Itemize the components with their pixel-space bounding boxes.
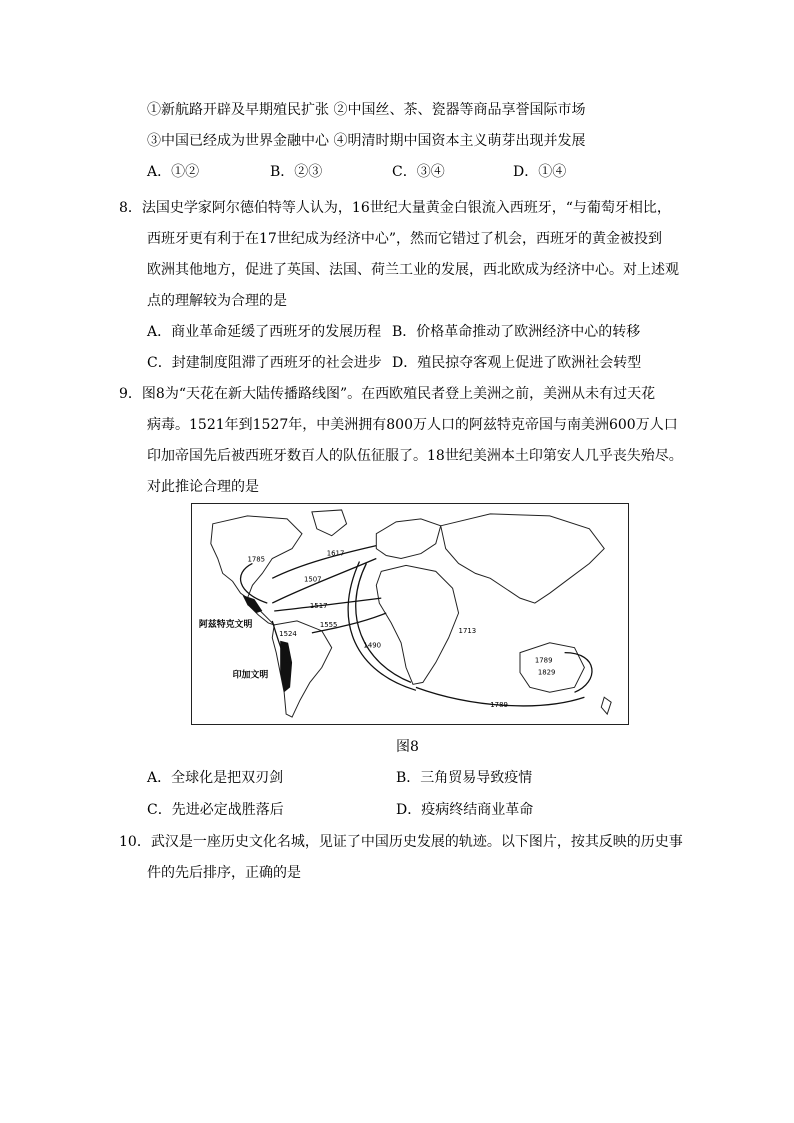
q10-stem-line-2: 件的先后排序，正确的是: [147, 865, 301, 881]
q8-stem-line-4: 点的理解较为合理的是: [147, 293, 287, 309]
q9-stem-line-4: 对此推论合理的是: [147, 479, 259, 495]
africa-outline: [376, 565, 458, 684]
q7-choice-c: C．③④: [392, 164, 445, 180]
q8-choice-c: C．封建制度阻滞了西班牙的社会进步: [147, 355, 382, 371]
map-label-aztec: 阿兹特克文明: [198, 619, 253, 630]
route-australia-loop: [565, 653, 592, 693]
q8-stem-line-1: 8．法国史学家阿尔德伯特等人认为，16世纪大量黄金白银流入西班牙，“与葡萄牙相比，: [119, 200, 671, 216]
map-year-1524: 1524: [279, 629, 297, 638]
figure-caption: 图8: [396, 739, 419, 755]
map-year-1789-south: 1789: [490, 701, 508, 710]
q10-stem-line-1: 10．武汉是一座历史文化名城，见证了中国历史发展的轨迹。以下图片，按其反映的历史事: [119, 834, 683, 850]
q8-stem-line-2: 西班牙更有利于在17世纪成为经济中心”，然而它错过了机会，西班牙的黄金被投到: [147, 231, 662, 247]
map-label-inca: 印加文明: [232, 670, 269, 681]
q8-choice-b: B．价格革命推动了欧洲经济中心的转移: [392, 324, 641, 340]
q7-option-line-2: ③中国已经成为世界金融中心 ④明清时期中国资本主义萌芽出现并发展: [147, 133, 586, 149]
q9-choice-c: C．先进必定战胜落后: [147, 802, 284, 818]
route-africa-to-caribbean: [274, 598, 381, 611]
greenland-outline: [312, 510, 347, 536]
q8-stem-line-3: 欧洲其他地方，促进了英国、法国、荷兰工业的发展，西北欧成为经济中心。对上述观: [147, 262, 679, 278]
route-atlantic-arc-1: [356, 563, 411, 682]
map-year-1555: 1555: [319, 620, 338, 629]
q9-choice-b: B．三角贸易导致疫情: [396, 770, 533, 786]
q9-stem-line-2: 病毒。1521年到1527年，中美洲拥有800万人口的阿兹特克帝国与南美洲600万人口: [147, 417, 678, 433]
q8-choice-a: A．商业革命延缓了西班牙的发展历程: [147, 324, 382, 340]
asia-outline: [441, 514, 605, 603]
map-year-1617: 1617: [326, 549, 345, 558]
q9-stem-line-1: 9．图8为“天花在新大陆传播路线图”。在西欧殖民者登上美洲之前，美洲从未有过天花: [119, 386, 656, 402]
new-zealand-outline: [601, 697, 611, 714]
europe-outline: [376, 519, 440, 559]
inca-region: [280, 641, 292, 693]
q9-choice-d: D．疫病终结商业革命: [396, 802, 534, 818]
q7-choice-a: A．①②: [147, 164, 200, 180]
q8-choice-d: D．殖民掠夺客观上促进了欧洲社会转型: [392, 355, 642, 371]
map-year-1785: 1785: [247, 555, 266, 564]
map-year-1490: 1490: [363, 641, 382, 650]
map-drawing: [192, 504, 628, 724]
q7-choice-b: B．②③: [270, 164, 323, 180]
map-year-1713: 1713: [458, 626, 477, 635]
q7-choice-d: D．①④: [513, 164, 567, 180]
q7-option-line-1: ①新航路开辟及早期殖民扩张 ②中国丝、茶、瓷器等商品享誉国际市场: [147, 102, 586, 118]
route-south-america-coast: [272, 621, 287, 663]
map-year-1507: 1507: [303, 575, 322, 584]
smallpox-route-map: [191, 503, 629, 725]
map-year-1789-east: 1789: [534, 656, 553, 665]
map-year-1517: 1517: [309, 602, 328, 611]
q9-stem-line-3: 印加帝国先后被西班牙数百人的队伍征服了。18世纪美洲本土印第安人几乎丧失殆尽。: [147, 448, 683, 464]
route-europe-to-caribbean: [272, 559, 376, 604]
aztec-region: [243, 595, 263, 613]
map-year-1829: 1829: [537, 668, 556, 677]
q9-choice-a: A．全球化是把双刃剑: [147, 770, 284, 786]
